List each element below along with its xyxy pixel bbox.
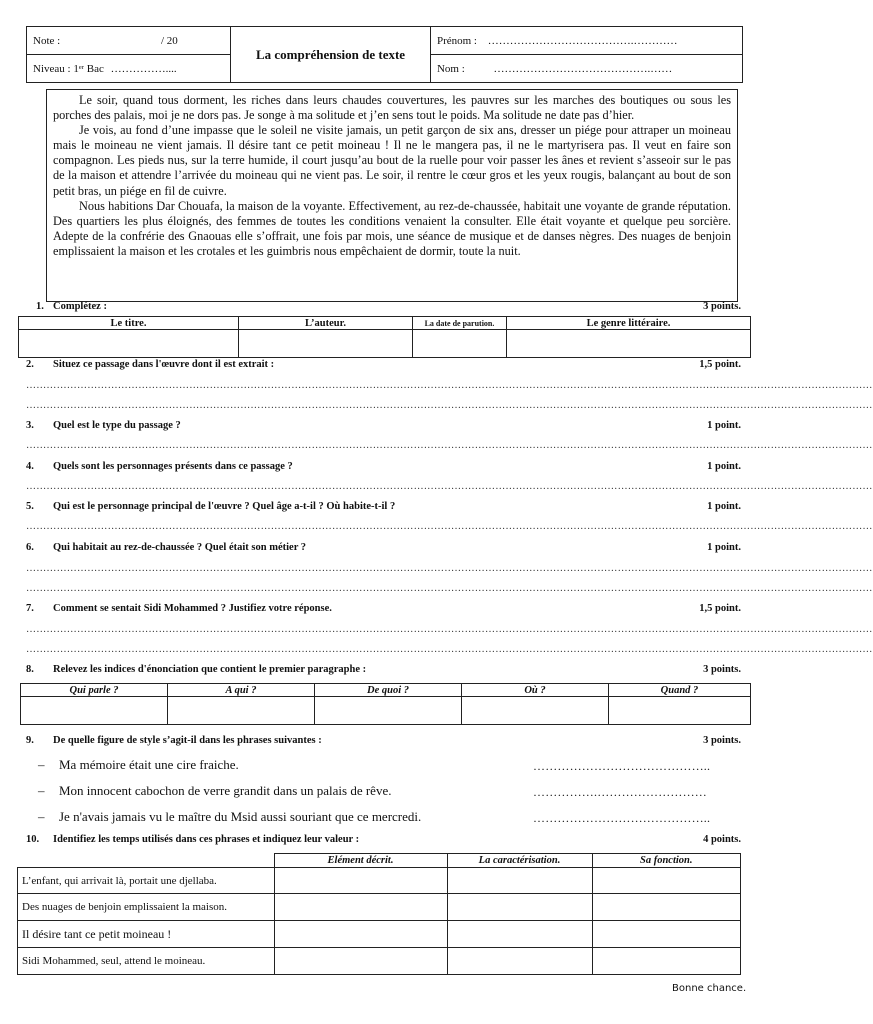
niveau-label: Niveau : 1ᵉʳ Bac	[33, 62, 104, 75]
question-1	[26, 301, 741, 312]
table10-cell[interactable]	[592, 894, 741, 921]
question-3	[26, 420, 741, 431]
note-cell	[27, 27, 231, 55]
table10-header: Sa fonction.	[592, 854, 741, 868]
table1-cell[interactable]	[239, 330, 413, 358]
prenom-label: Prénom :	[436, 34, 477, 47]
question-text: Qui est le personnage principal de l'œuvre ? Quel âge a-t-il ? Où habite-t-il ?	[53, 501, 396, 512]
page-title: La compréhension de texte	[231, 27, 431, 83]
table-1	[18, 316, 751, 358]
table1-header-genre: Le genre littéraire.	[507, 317, 751, 330]
question-number: 2.	[26, 359, 34, 370]
figure-sentence	[38, 783, 391, 799]
question-points: 1 point.	[707, 420, 741, 431]
question-number: 3.	[26, 420, 34, 431]
nom-cell[interactable]	[430, 55, 742, 83]
table10-sentence: Sidi Mohammed, seul, attend le moineau.	[18, 948, 275, 975]
table10-cell[interactable]	[274, 921, 447, 948]
answer-line[interactable]: ……………………………………………………………………………………………………………………………………………………………………………………………………………………………	[26, 583, 873, 594]
answer-line[interactable]: ……………………………………………………………………………………………………………………………………………………………………………………………………………………………	[26, 400, 873, 411]
table1-header-titre: Le titre.	[19, 317, 239, 330]
question-9	[26, 735, 741, 746]
question-text: Quel est le type du passage ?	[53, 420, 181, 431]
header-table	[26, 26, 743, 83]
question-2	[26, 359, 741, 370]
table10-header: La caractérisation.	[447, 854, 592, 868]
question-points: 1 point.	[707, 501, 741, 512]
answer-line[interactable]: ……………………………………………………………………………………………………………………………………………………………………………………………………………………………	[26, 380, 873, 391]
figure-answer[interactable]: ……………………………………..	[533, 759, 711, 773]
note-label: Note :	[33, 34, 61, 47]
niveau-cell[interactable]	[27, 55, 231, 83]
figure-text: Ma mémoire était une cire fraiche.	[59, 757, 239, 772]
table10-sentence: Des nuages de benjoin emplissaient la maison.	[18, 894, 275, 921]
prenom-dots[interactable]: ………………………………….…………	[487, 34, 678, 47]
table1-cell[interactable]	[413, 330, 507, 358]
table8-cell[interactable]	[168, 697, 315, 725]
question-points: 1,5 point.	[699, 359, 741, 370]
question-points: 1 point.	[707, 542, 741, 553]
closing-text: Bonne chance.	[672, 983, 747, 994]
table8-cell[interactable]	[21, 697, 168, 725]
figure-answer[interactable]: …………….………………………	[533, 785, 707, 799]
table10-sentence: Il désire tant ce petit moineau !	[18, 921, 275, 948]
prenom-cell[interactable]	[430, 27, 742, 55]
dash: –	[38, 809, 45, 824]
table10-cell[interactable]	[447, 868, 592, 894]
question-number: 6.	[26, 542, 34, 553]
table10-cell[interactable]	[274, 868, 447, 894]
question-number: 9.	[26, 735, 34, 746]
dash: –	[38, 783, 45, 798]
answer-line[interactable]: ……………………………………………………………………………………………………………………………………………………………………………………………………………………………	[26, 521, 873, 532]
question-points: 3 points.	[703, 735, 741, 746]
passage-paragraph: Le soir, quand tous dorment, les riches dans leurs chaudes couvertures, les pauvres sur les marches des boutiques ou sous les porches des palais, moi je ne dors pas. Je songe à ma solitude et j’en sens tout le poids. Ma solitude ne date pas d’hier.	[53, 93, 731, 123]
passage-paragraph: Nous habitions Dar Chouafa, la maison de la voyante. Effectivement, au rez-de-chaussée, habitait une voyante de grande réputation. Des quartiers les plus éloignés, des femmes de toutes les conditions venaient la consulter. Elle était voyante et quelque peu sorcière. Adepte de la confrérie des Gnaouas elle s’offrait, une fois par mois, une séance de musique et de danses nègres. Des nuages de benjoin emplissaient la maison et les crotales et les guimbris nous empêchaient de dormir, toute la nuit.	[53, 198, 731, 258]
dash: –	[38, 757, 45, 772]
question-number: 1.	[36, 301, 44, 312]
question-text: Quels sont les personnages présents dans ce passage ?	[53, 461, 293, 472]
question-number: 5.	[26, 501, 34, 512]
table8-cell[interactable]	[315, 697, 462, 725]
question-points: 1,5 point.	[699, 603, 741, 614]
table10-cell[interactable]	[447, 948, 592, 975]
nom-label: Nom :	[436, 62, 465, 75]
question-4	[26, 461, 741, 472]
passage-paragraph: Je vois, au fond d’une impasse que le soleil ne visite jamais, un petit garçon de six ans, dresser un piége pour attraper un moineau mais le moineau ne vient jamais. Il désire tant ce petit moineau ! Il ne le mangera pas, il ne le martyrisera pas. Il veut en faire son compagnon. Les pieds nus, sur la terre humide, il court jusqu’au bout de la ruelle pour voir passer les ânes et revient s’asseoir sur le pas de la maison et attendre l’arrivée du moineau qui ne vient pas. Le soir, il rentre le cœur gros et les yeux rougis, balançant au bout de son petit bras, un piége en fil de cuivre.	[53, 123, 731, 198]
question-text: Complétez :	[53, 301, 107, 312]
table10-cell[interactable]	[592, 948, 741, 975]
question-number: 10.	[26, 834, 40, 845]
figure-sentence	[38, 757, 239, 773]
table1-header-date: La date de parution.	[413, 317, 507, 330]
nom-dots[interactable]: …………………………………….……	[493, 62, 673, 75]
table10-corner	[18, 854, 275, 868]
question-7	[26, 603, 741, 614]
question-text: Comment se sentait Sidi Mohammed ? Justifiez votre réponse.	[53, 603, 332, 614]
question-10	[26, 834, 741, 845]
answer-line[interactable]: ……………………………………………………………………………………………………………………………………………………………………………………………………………………………	[26, 563, 873, 574]
table10-cell[interactable]	[274, 948, 447, 975]
table10-cell[interactable]	[447, 894, 592, 921]
table8-header: Qui parle ?	[21, 684, 168, 697]
table1-cell[interactable]	[19, 330, 239, 358]
table8-header: Où ?	[462, 684, 609, 697]
question-8	[26, 664, 741, 675]
table10-cell[interactable]	[274, 894, 447, 921]
table10-cell[interactable]	[592, 921, 741, 948]
table10-sentence: L’enfant, qui arrivait là, portait une djellaba.	[18, 868, 275, 894]
figure-text: Je n'avais jamais vu le maître du Msid aussi souriant que ce mercredi.	[59, 809, 422, 824]
question-text: Relevez les indices d'énonciation que contient le premier paragraphe :	[53, 664, 367, 675]
question-text: Situez ce passage dans l'œuvre dont il est extrait :	[53, 359, 275, 370]
table-8	[20, 683, 751, 725]
table8-header: De quoi ?	[315, 684, 462, 697]
question-5	[26, 501, 741, 512]
table1-cell[interactable]	[507, 330, 751, 358]
table8-cell[interactable]	[609, 697, 751, 725]
question-text: Qui habitait au rez-de-chaussée ? Quel était son métier ?	[53, 542, 307, 553]
answer-line[interactable]: ……………………………………………………………………………………………………………………………………………………………………………………………………………………………	[26, 481, 873, 492]
note-total: / 20	[160, 34, 178, 47]
table10-cell[interactable]	[592, 868, 741, 894]
question-text: Identifiez les temps utilisés dans ces phrases et indiquez leur valeur :	[53, 834, 360, 845]
question-6	[26, 542, 741, 553]
table10-header: Elément décrit.	[274, 854, 447, 868]
question-points: 4 points.	[703, 834, 741, 845]
question-text: De quelle figure de style s’agit-il dans les phrases suivantes :	[53, 735, 322, 746]
question-points: 1 point.	[707, 461, 741, 472]
table-10	[17, 853, 741, 975]
question-number: 8.	[26, 664, 34, 675]
question-number: 4.	[26, 461, 34, 472]
figure-text: Mon innocent cabochon de verre grandit dans un palais de rêve.	[59, 783, 392, 798]
table8-header: Quand ?	[609, 684, 751, 697]
answer-line[interactable]: ……………………………………………………………………………………………………………………………………………………………………………………………………………………………	[26, 440, 873, 451]
question-points: 3 points.	[703, 664, 741, 675]
figure-answer[interactable]: ……………………………………..	[533, 811, 711, 825]
passage-box	[46, 89, 738, 302]
answer-line[interactable]: ……………………………………………………………………………………………………………………………………………………………………………………………………………………………	[26, 624, 873, 635]
table1-header-auteur: L’auteur.	[239, 317, 413, 330]
table8-header: A qui ?	[168, 684, 315, 697]
table10-cell[interactable]	[447, 921, 592, 948]
niveau-dots[interactable]: ……………....	[110, 62, 177, 75]
table8-cell[interactable]	[462, 697, 609, 725]
question-number: 7.	[26, 603, 34, 614]
answer-line[interactable]: ……………………………………………………………………………………………………………………………………………………………………………………………………………………………	[26, 644, 873, 655]
figure-sentence	[38, 809, 421, 825]
question-points: 3 points.	[703, 301, 741, 312]
